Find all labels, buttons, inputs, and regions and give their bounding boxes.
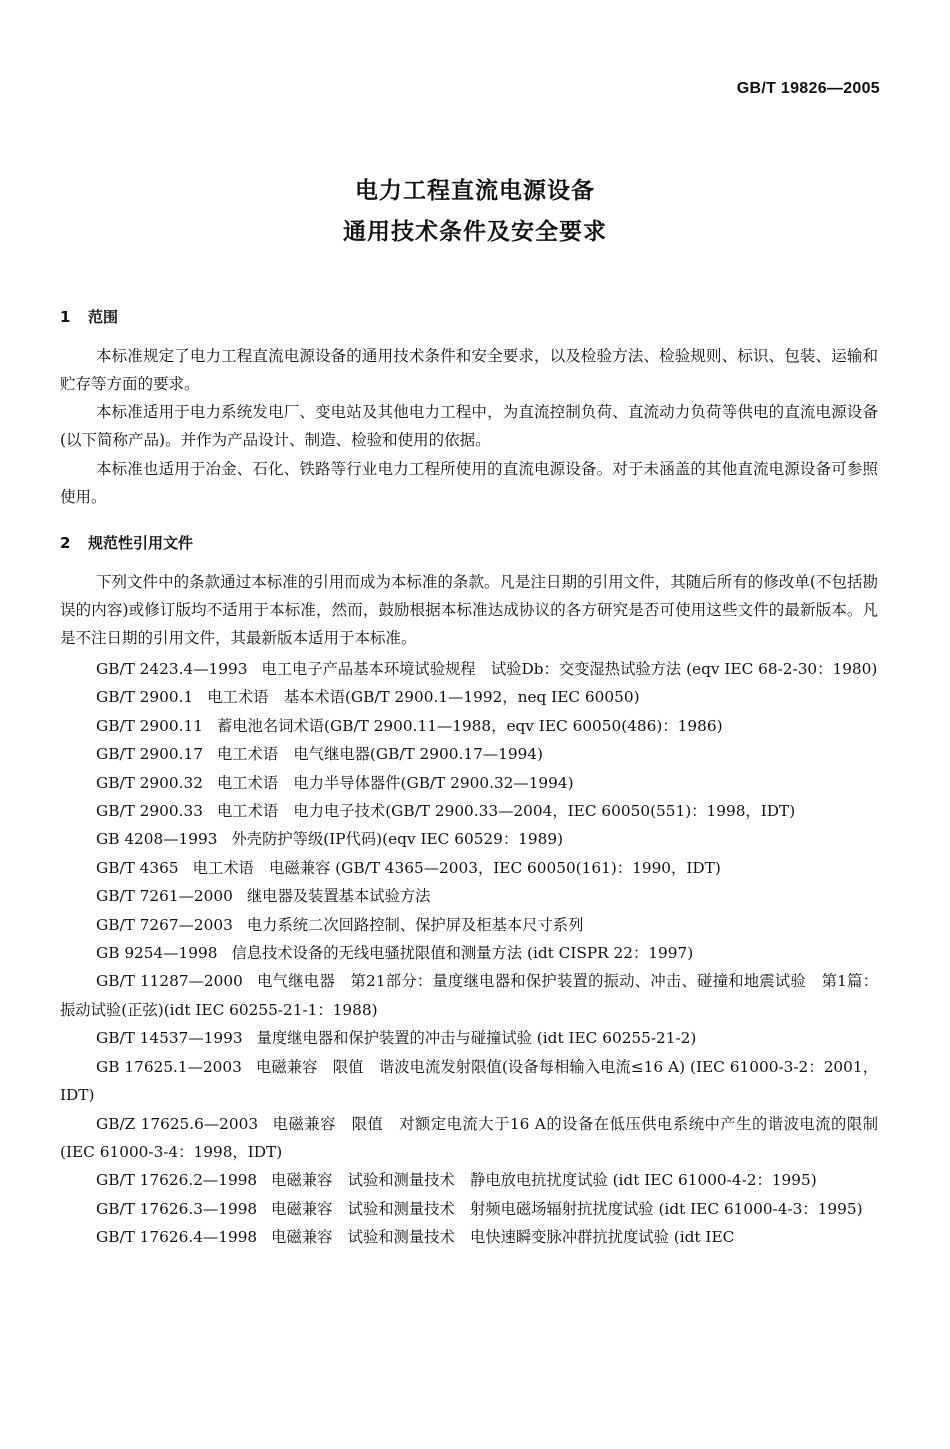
- title-line-1: 电力工程直流电源设备: [355, 178, 595, 204]
- reference-code: GB/Z 17625.6—2003: [96, 1114, 259, 1133]
- reference-item: [60, 825, 878, 853]
- reference-title: 电磁兼容 试验和测量技术 射频电磁场辐射抗扰度试验 (idt IEC 61000-4-3：1995): [271, 1199, 863, 1218]
- reference-item: [60, 740, 878, 768]
- reference-code: GB/T 7261—2000: [96, 887, 233, 906]
- reference-title: 量度继电器和保护装置的冲击与碰撞试验 (idt IEC 60255-21-2): [256, 1029, 697, 1048]
- reference-item: [60, 1223, 878, 1251]
- reference-item: [60, 683, 878, 711]
- reference-item: [60, 939, 878, 967]
- reference-title: 外壳防护等级(IP代码)(eqv IEC 60529：1989): [231, 830, 564, 849]
- reference-title: 电磁兼容 试验和测量技术 电快速瞬变脉冲群抗扰度试验 (idt IEC: [271, 1228, 735, 1247]
- reference-item: [60, 655, 878, 683]
- reference-title: 电磁兼容 试验和测量技术 静电放电抗扰度试验 (idt IEC 61000-4-2：1995): [271, 1171, 817, 1190]
- reference-title: 电工术语 电气继电器(GB/T 2900.17—1994): [216, 745, 544, 764]
- reference-title: 电气继电器 第21部分：量度继电器和保护装置的振动、冲击、碰撞和地震试验 第1篇：振动试验(正弦)(idt IEC 60255-21-1：1988): [60, 972, 878, 1019]
- reference-code: GB/T 11287—2000: [96, 972, 243, 991]
- reference-title: 电工术语 电力电子技术(GB/T 2900.33—2004，IEC 60050(551)：1998，IDT): [216, 802, 796, 821]
- reference-code: GB 4208—1993: [96, 830, 218, 849]
- reference-title: 电工术语 电磁兼容 (GB/T 4365—2003，IEC 60050(161)：1990，IDT): [192, 858, 721, 877]
- reference-item: [60, 854, 878, 882]
- reference-item: [60, 1024, 878, 1052]
- reference-code: GB/T 2900.33: [96, 802, 203, 821]
- reference-code: GB/T 2900.11: [96, 716, 203, 735]
- reference-code: GB/T 14537—1993: [96, 1029, 243, 1048]
- reference-title: 蓄电池名词术语(GB/T 2900.11—1988，eqv IEC 60050(486)：1986): [216, 716, 723, 735]
- reference-title: 继电器及装置基本试验方法: [246, 887, 431, 906]
- reference-code: GB 17625.1—2003: [96, 1057, 242, 1076]
- section-number: 1: [60, 308, 71, 326]
- reference-item: [60, 1166, 878, 1194]
- section-title: 规范性引用文件: [88, 534, 194, 552]
- reference-title: 电磁兼容 限值 对额定电流大于16 A的设备在低压供电系统中产生的谐波电流的限制(IEC 61000-3-4：1998，IDT): [60, 1114, 878, 1161]
- title-line-2: 通用技术条件及安全要求: [343, 219, 607, 245]
- section-number: 2: [60, 534, 71, 552]
- reference-code: GB/T 2423.4—1993: [96, 660, 248, 678]
- reference-item: [60, 712, 878, 740]
- reference-code: GB/T 17626.4—1998: [96, 1228, 258, 1247]
- reference-item: [60, 797, 878, 825]
- reference-title: 电工术语 电力半导体器件(GB/T 2900.32—1994): [216, 773, 574, 792]
- section-1-paragraph: 本标准规定了电力工程直流电源设备的通用技术条件和安全要求，以及检验方法、检验规则、标识、包装、运输和贮存等方面的要求。: [60, 347, 878, 393]
- reference-code: GB/T 2900.17: [96, 745, 203, 764]
- reference-title: 电磁兼容 限值 谐波电流发射限值(设备每相输入电流≤16 A) (IEC 61000-3-2：2001，IDT): [60, 1057, 878, 1105]
- reference-list: [60, 655, 878, 1252]
- section-1-paragraph: 本标准适用于电力系统发电厂、变电站及其他电力工程中，为直流控制负荷、直流动力负荷等供电的直流电源设备(以下简称产品)。并作为产品设计、制造、检验和使用的依据。: [60, 403, 878, 449]
- reference-item: [60, 1195, 878, 1223]
- reference-code: GB/T 17626.2—1998: [96, 1171, 258, 1190]
- reference-item: [60, 967, 878, 1024]
- reference-title: 电力系统二次回路控制、保护屏及柜基本尺寸系列: [246, 915, 584, 934]
- reference-code: GB/T 7267—2003: [96, 915, 233, 934]
- section-2-heading: [60, 532, 193, 553]
- reference-item: [60, 1053, 878, 1110]
- reference-title: 电工术语 基本术语(GB/T 2900.1—1992，neq IEC 60050): [207, 688, 640, 707]
- reference-code: GB/T 17626.3—1998: [96, 1199, 258, 1218]
- reference-title: 信息技术设备的无线电骚扰限值和测量方法 (idt CISPR 22：1997): [231, 944, 694, 963]
- reference-item: [60, 911, 878, 939]
- reference-item: [60, 1110, 878, 1167]
- standard-code: GB/T 19826—2005: [736, 80, 880, 97]
- section-1-heading: [60, 306, 118, 327]
- reference-code: GB/T 2900.1: [96, 688, 194, 707]
- section-2-paragraph: 下列文件中的条款通过本标准的引用而成为本标准的条款。凡是注日期的引用文件，其随后所有的修改单(不包括勘误的内容)或修订版均不适用于本标准，然而，鼓励根据本标准达成协议的各方研究是否可使用这些文件的最新版本。凡是不注日期的引用文件，其最新版本适用于本标准。: [60, 573, 878, 647]
- section-1-paragraph: 本标准也适用于冶金、石化、铁路等行业电力工程所使用的直流电源设备。对于未涵盖的其他直流电源设备可参照使用。: [60, 460, 878, 506]
- reference-item: [60, 882, 878, 910]
- reference-item: [60, 769, 878, 797]
- reference-code: GB 9254—1998: [96, 944, 218, 963]
- reference-title: 电工电子产品基本环境试验规程 试验Db：交变湿热试验方法 (eqv IEC 68-2-30：1980): [261, 660, 878, 678]
- reference-code: GB/T 2900.32: [96, 773, 203, 792]
- section-title: 范围: [88, 308, 119, 326]
- reference-code: GB/T 4365: [96, 858, 179, 877]
